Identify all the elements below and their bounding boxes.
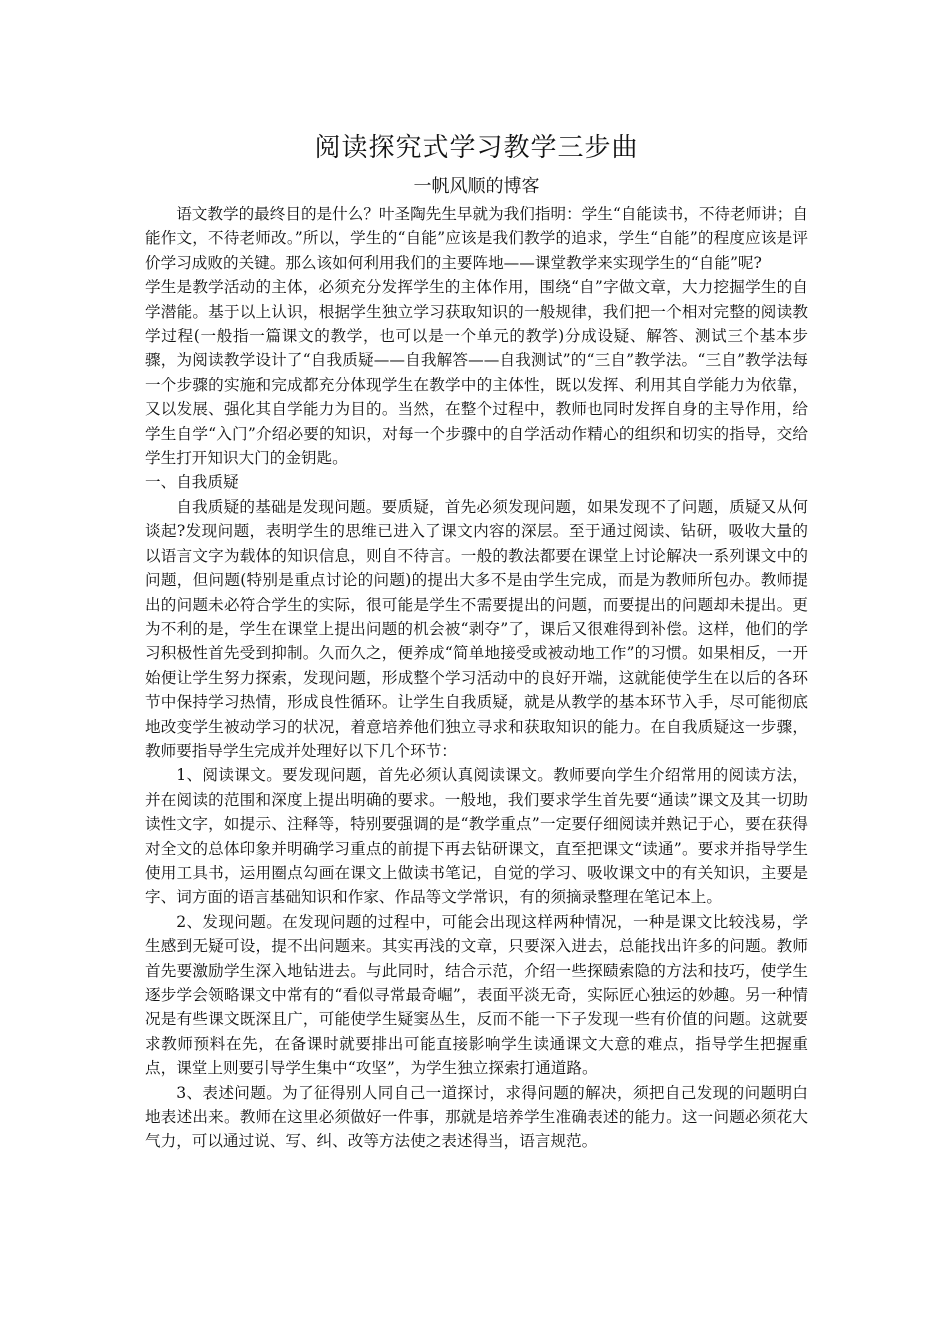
list-item-express-questions: 3、表述问题。为了征得别人同自己一道探讨，求得问题的解决，须把自己发现的问题明白地表述出来。教师在这里必须做好一件事，那就是培养学生准确表述的能力。这一问题必须花大气力，可以通过说、写、纠、改等方法使之表述得当，语言规范。 xyxy=(145,1083,808,1151)
document-title: 阅读探究式学习教学三步曲 xyxy=(314,133,639,163)
section-heading-self-questioning: 一、自我质疑 xyxy=(145,473,239,492)
document-subtitle: 一帆风顺的博客 xyxy=(413,176,540,197)
document-page xyxy=(145,126,808,1154)
body-paragraph-main: 学生是教学活动的主体，必须充分发挥学生的主体作用，围绕“自”字做文章，大力挖掘学生的自学潜能。基于以上认识，根据学生独立学习获取知识的一般规律，我们把一个相对完整的阅读教学过程(一般指一篇课文的教学，也可以是一个单元的教学)分成设疑、解答、测试三个基本步骤，为阅读教学设计了“自我质疑——自我解答——自我测试”的“三自”教学法。“三自”教学法每一个步骤的实施和完成都充分体现学生在教学中的主体性，既以发挥、利用其自学能力为依靠，又以发展、强化其自学能力为目的。当然，在整个过程中，教师也同时发挥自身的主导作用，给学生自学“入门”介绍必要的知识，对每一个步骤中的自学活动作精心的组织和切实的指导，交给学生打开知识大门的金钥匙。 xyxy=(145,278,808,468)
list-item-read-text: 1、阅读课文。要发现问题，首先必须认真阅读课文。教师要向学生介绍常用的阅读方法，并在阅读的范围和深度上提出明确的要求。一般地，我们要求学生首先要“通读”课文及其一切助读性文字，如提示、注释等，特别要强调的是“教学重点”一定要仔细阅读并熟记于心，要在获得对全文的总体印象并明确学习重点的前提下再去钻研课文，直至把课文“读通”。要求并指导学生使用工具书，运用圈点勾画在课文上做读书笔记，自觉的学习、吸收课文中的有关知识，主要是字、词方面的语言基础知识和作家、作品等文学常识，有的须摘录整理在笔记本上。 xyxy=(145,766,808,907)
intro-paragraph: 语文教学的最终目的是什么？叶圣陶先生早就为我们指明：学生“自能读书，不待老师讲；自能作文，不待老师改。”所以，学生的“自能”应该是我们教学的追求，学生“自能”的程度应该是评价学习成败的关键。那么该如何利用我们的主要阵地——课堂教学来实现学生的“自能”呢? xyxy=(145,205,808,272)
body-paragraph-self-questioning: 自我质疑的基础是发现问题。要质疑，首先必须发现问题，如果发现不了问题，质疑又从何谈起?发现问题，表明学生的思维已进入了课文内容的深层。至于通过阅读、钻研，吸收大量的以语言文字为载体的知识信息，则自不待言。一般的教法都要在课堂上讨论解决一系列课文中的问题，但问题(特别是重点讨论的问题)的提出大多不是由学生完成，而是为教师所包办。教师提出的问题未必符合学生的实际，很可能是学生不需要提出的问题，而要提出的问题却未提出。更为不利的是，学生在课堂上提出问题的机会被“剥夺”了，课后又很难得到补偿。这样，他们的学习积极性首先受到抑制。久而久之，便养成“简单地接受或被动地工作”的习惯。如果相反，一开始便让学生努力探索，发现问题，形成整个学习活动中的良好开端，这就能使学生在以后的各环节中保持学习热情，形成良性循环。让学生自我质疑，就是从教学的基本环节入手，尽可能彻底地改变学生被动学习的状况，着意培养他们独立寻求和获取知识的能力。在自我质疑这一步骤，教师要指导学生完成并处理好以下几个环节： xyxy=(145,497,808,760)
list-item-find-questions: 2、发现问题。在发现问题的过程中，可能会出现这样两种情况，一种是课文比较浅易，学生感到无疑可设，提不出问题来。其实再浅的文章，只要深入进去，总能找出许多的问题。教师首先要激励学生深入地钻进去。与此同时，结合示范，介绍一些探赜索隐的方法和技巧，使学生逐步学会领略课文中常有的“看似寻常最奇崛”，表面平淡无奇，实际匠心独运的妙趣。另一种情况是有些课文既深且广，可能使学生疑窦丛生，反而不能一下子发现一些有价值的问题。这就要求教师预料在先，在备课时就要排出可能直接影响学生读通课文大意的难点，指导学生把握重点，课堂上则要引导学生集中“攻坚”，为学生独立探索打通道路。 xyxy=(145,912,808,1078)
